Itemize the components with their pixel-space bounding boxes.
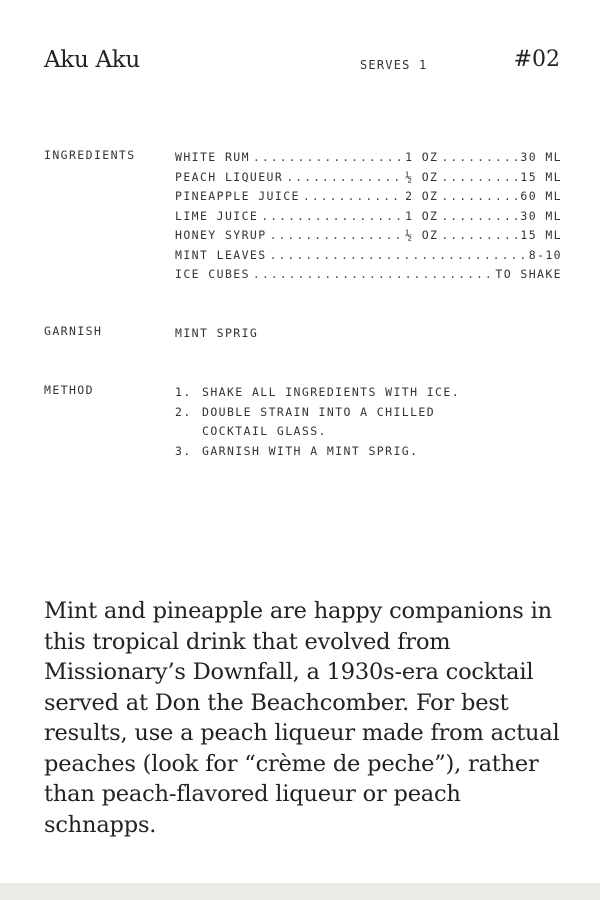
ingredient-row (175, 168, 562, 188)
method-label: METHOD (44, 383, 94, 397)
dot-leader (270, 246, 526, 266)
method-steps (175, 383, 475, 461)
ingredients-list (175, 148, 562, 285)
step-number: 1. (175, 385, 192, 399)
dot-leader (253, 148, 402, 168)
dot-leader (286, 168, 402, 188)
ingredient-amount: 8-10 (528, 247, 562, 262)
ingredient-amount: TO SHAKE (495, 267, 562, 281)
step-text: SHAKE ALL INGREDIENTS WITH ICE. (202, 385, 461, 399)
ingredient-metric: 60 ML (520, 189, 562, 203)
ingredient-name: ICE CUBES (175, 267, 250, 281)
ingredient-metric: 15 ML (520, 228, 562, 242)
recipe-description: Mint and pineapple are happy companions in this tropical drink that evolved from Missionary’s Downfall, a 1930s-era cocktail served at Don the Beachcomber. For best results, use a peach liqueur made from actual peaches (look for “crème de peche”), rather than peach-flavored liqueur or peach schnapps. (44, 598, 560, 838)
ingredient-amount: ½ OZ (405, 169, 439, 184)
dot-leader (441, 226, 517, 246)
method-step (175, 383, 475, 403)
ingredient-name: PINEAPPLE JUICE (175, 189, 300, 203)
dot-leader (441, 187, 517, 207)
recipe-title: Aku Aku (44, 47, 140, 73)
ingredient-metric: 30 ML (520, 150, 562, 164)
dot-leader (303, 187, 402, 207)
garnish-label: GARNISH (44, 324, 103, 338)
ingredient-row (175, 148, 562, 168)
ingredient-row (175, 207, 562, 227)
recipe-number: #02 (513, 47, 560, 72)
dot-leader (261, 207, 402, 227)
dot-leader (441, 168, 517, 188)
ingredient-amount: ½ OZ (405, 228, 439, 242)
ingredient-row (175, 226, 562, 246)
ingredient-amount: 2 OZ (405, 189, 439, 203)
ingredient-metric: 30 ML (520, 208, 562, 223)
ingredient-row (175, 187, 562, 207)
ingredient-metric: 15 ML (520, 169, 562, 184)
dot-leader (441, 148, 517, 168)
serves-count: SERVES 1 (360, 58, 428, 72)
ingredients-label: INGREDIENTS (44, 148, 136, 162)
garnish-text: MINT SPRIG (175, 326, 259, 340)
ingredient-row (175, 246, 562, 266)
ingredient-row (175, 265, 562, 285)
dot-leader (270, 226, 403, 246)
dot-leader (441, 207, 517, 227)
ingredient-name: MINT LEAVES (175, 247, 267, 262)
ingredient-name: PEACH LIQUEUR (175, 169, 284, 184)
ingredient-name: WHITE RUM (175, 150, 250, 164)
ingredient-name: LIME JUICE (175, 208, 259, 223)
ingredient-amount: 1 OZ (405, 150, 439, 164)
dot-leader (253, 265, 492, 285)
step-text: GARNISH WITH A MINT SPRIG. (202, 443, 419, 458)
step-number: 2. (175, 404, 192, 419)
method-step (175, 403, 475, 442)
garnish-value (175, 324, 562, 344)
ingredient-amount: 1 OZ (405, 208, 439, 223)
step-number: 3. (175, 443, 192, 458)
ingredient-name: HONEY SYRUP (175, 228, 267, 242)
bottom-band (0, 883, 600, 900)
method-step (175, 442, 475, 462)
step-text: DOUBLE STRAIN INTO A CHILLED COCKTAIL GLASS. (202, 404, 436, 438)
